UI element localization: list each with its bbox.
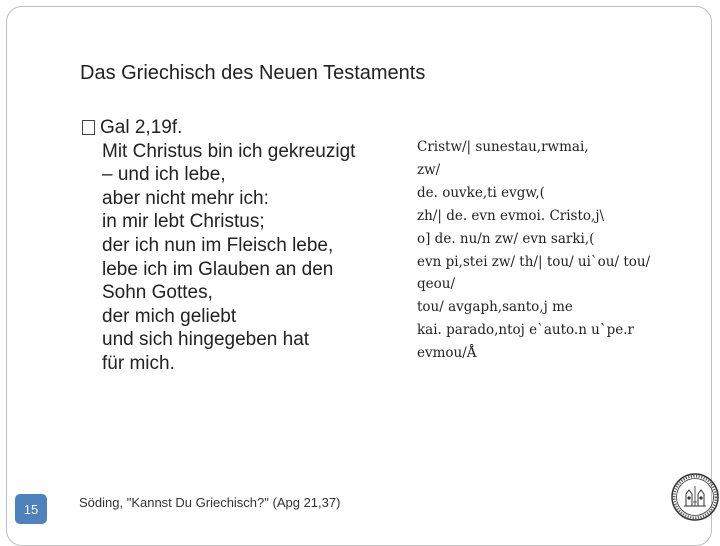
german-verse-line: der ich nun im Fleisch lebe, (102, 234, 334, 256)
german-verse-line: der mich geliebt (102, 305, 237, 327)
greek-verse-line: zh/| de. evn evmoi. Cristo,j\ (417, 207, 605, 224)
greek-verse-line: evmou/Å (417, 345, 477, 362)
german-verse-line: Sohn Gottes, (102, 282, 213, 304)
bullet-block (82, 116, 355, 376)
german-verse-line: und sich hingegeben hat (102, 329, 310, 351)
german-verse-line: lebe ich im Glauben an den (102, 258, 334, 280)
university-seal-icon (670, 472, 720, 522)
page-number-badge: 15 (15, 494, 47, 524)
german-verse-line: in mir lebt Christus; (102, 211, 265, 233)
greek-verse-line: qeou/ (417, 276, 456, 293)
bullet-row (82, 116, 355, 140)
greek-verse (417, 136, 650, 365)
greek-verse-line: tou/ avgaph,santo,j me (417, 299, 573, 316)
bullet-box-icon (82, 120, 95, 135)
german-verse-line: – und ich lebe, (102, 164, 226, 186)
german-verse-line: Mit Christus bin ich gekreuzigt (102, 140, 356, 162)
greek-verse-line: o] de. nu/n zw/ evn sarki,( (417, 230, 595, 247)
german-verse-line: für mich. (102, 352, 175, 374)
german-verse (102, 140, 355, 376)
german-verse-line: aber nicht mehr ich: (102, 187, 269, 209)
footer-citation: Söding, "Kannst Du Griechisch?" (Apg 21,37) (79, 495, 341, 510)
scripture-reference: Gal 2,19f. (100, 117, 183, 138)
greek-verse-line: Cristw/| sunestau,rwmai, (417, 139, 589, 155)
slide-title: Das Griechisch des Neuen Testaments (80, 62, 426, 84)
greek-verse-line: de. ouvke,ti evgw,( (417, 184, 545, 201)
greek-verse-line: evn pi,stei zw/ th/| tou/ ui`ou/ tou/ (417, 253, 651, 270)
greek-verse-line: zw/ (417, 161, 441, 178)
greek-verse-line: kai. parado,ntoj e`auto.n u`pe.r (417, 322, 635, 339)
